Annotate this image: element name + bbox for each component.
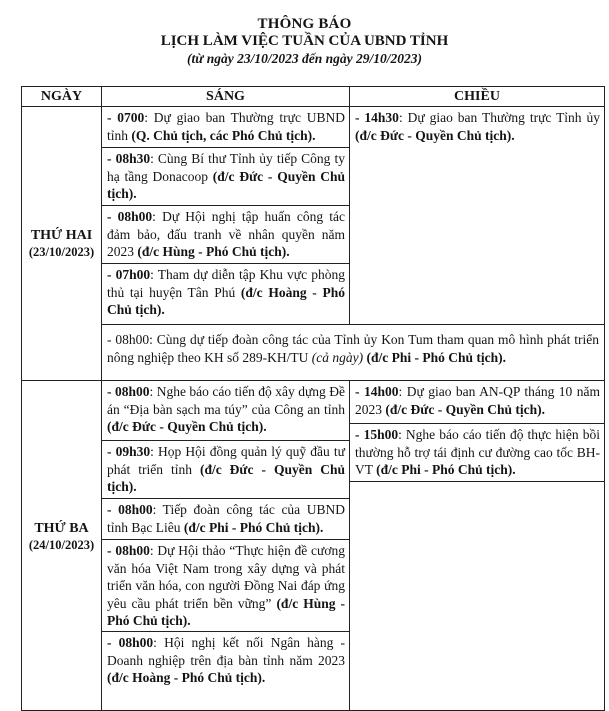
tuesday-afternoon-cell [349,380,605,711]
date-range: (từ ngày 23/10/2023 đến ngày 29/10/2023) [187,51,422,66]
schedule-subtitle: LỊCH LÀM VIỆC TUẦN CỦA UBND TỈNH [160,33,449,49]
tuesday-morning-cell [101,380,350,711]
monday-all-day-cell: - 08h00: Cùng dự tiếp đoàn công tác của Tỉnh ủy Kon Tum tham quan mô hình phát triển nông nghiệp theo KH số 289-KH/TU (cả ngày) (đ/c Phi - Phó Chủ tịch). [101,324,605,381]
day-name: THỨ BA [34,520,89,536]
schedule-entry: - 09h30: Họp Hội đồng quản lý quỹ đầu tư phát triển tỉnh (đ/c Đức - Quyền Chủ tịch). [102,441,349,499]
schedule-entry: - 08h30: Cùng Bí thư Tỉnh ủy tiếp Công ty hạ tầng Donacoop (đ/c Đức - Quyền Chủ tịch). [102,148,349,206]
day-cell-monday [21,106,102,381]
schedule-entry: - 14h30: Dự giao ban Thường trực Tỉnh ủy (đ/c Đức - Quyền Chủ tịch). [355,110,600,143]
schedule-entry: - 08h00: Dự Hội thảo “Thực hiện đề cương văn hóa Việt Nam trong xây dựng và phát triển văn hóa, con người Đồng Nai đáp ứng yêu cầu phát triển bền vững” (đ/c Hùng - Phó Chủ tịch). [102,540,349,632]
schedule-entry: - 0700: Dự giao ban Thường trực UBND tỉnh (Q. Chủ tịch, các Phó Chủ tịch). [102,107,349,148]
col-header-afternoon: CHIỀU [349,86,605,107]
schedule-entry: - 15h00: Nghe báo cáo tiến độ thực hiện bồi thường hỗ trợ tái định cư đường cao tốc BH-VT (đ/c Phi - Phó Chủ tịch). [350,424,604,482]
day-name: THỨ HAI [30,227,93,243]
monday-morning-cell [101,106,350,325]
schedule-entry: - 08h00: Nghe báo cáo tiến độ xây dựng Đề án “Địa bàn sạch ma túy” của Công an tỉnh (đ/c Đức - Quyền Chủ tịch). [102,381,349,441]
col-header-morning: SÁNG [101,86,350,107]
col-header-day: NGÀY [21,86,102,107]
monday-afternoon-cell [349,106,605,325]
schedule-entry: - 07h00: Tham dự diễn tập Khu vực phòng thủ tại huyện Tân Phú (đ/c Hoàng - Phó Chủ tịch). [107,267,345,317]
notice-title: THÔNG BÁO [257,16,352,32]
day-date: (24/10/2023) [28,537,95,552]
schedule-entry: - 08h00: Dự Hội nghị tập huấn công tác đảm bảo, đấu tranh về nhân quyền năm 2023 (đ/c Hùng - Phó Chủ tịch). [102,206,349,264]
schedule-entry: - 08h00: Hội nghị kết nối Ngân hàng - Doanh nghiệp trên địa bàn tỉnh năm 2023 (đ/c Hoàng - Phó Chủ tịch). [107,635,345,685]
day-date: (23/10/2023) [28,244,95,259]
schedule-entry: - 14h00: Dự giao ban AN-QP tháng 10 năm 2023 (đ/c Đức - Quyền Chủ tịch). [350,381,604,424]
day-cell-tuesday [21,380,102,711]
schedule-entry: - 08h00: Tiếp đoàn công tác của UBND tỉnh Bạc Liêu (đ/c Phi - Phó Chủ tịch). [102,499,349,540]
